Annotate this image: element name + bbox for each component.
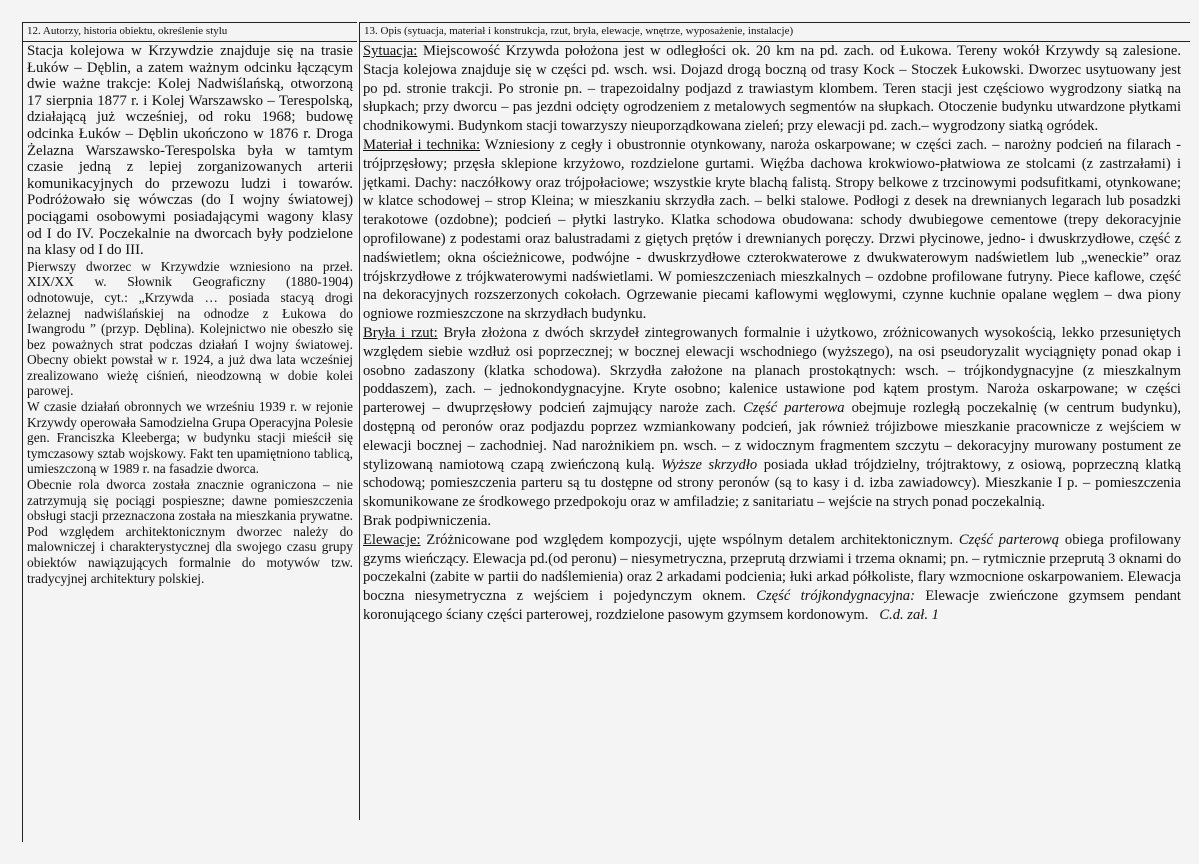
header-right: 13. Opis (sytuacja, materiał i konstrukcja, rzut, bryła, elewacje, wnętrze, wyposażenie, instalacje): [359, 22, 1190, 42]
bryla-label: Bryła i rzut:: [363, 324, 438, 341]
material-paragraph: [363, 136, 1181, 324]
history-paragraph-3: Obecnie rola dworca została znacznie ograniczona – nie zatrzymują się pociągi pospieszne; dawne pomieszczenia obsługi stacji przeznaczona została na mieszkania prywatne. Pod względem architektonicznym dworzec należy do malowniczej i charakterystycznej dla swojego czasu grupy obiektów nawiązujących formalnie do motywów tzw. tradycyjnej architektury polskiej.: [27, 477, 353, 586]
bryla-text-1: Bryła złożona z dwóch skrzydeł zintegrowanych formalnie i użytkowo, zróżnicowanych wysokością, lekko przesuniętych względem siebie wzdłuż osi poprzecznej; w bocznej elewacji wschodniego (wyższego), na osi pseudoryzalit wyciągnięty ponad okap i osobno zadaszony (klatka schodowa). Skrzydła założone na planach prostokątnych: wsch. – trójkondygnacyjne (z mieszkalnym poddaszem), zach. – jednokondygnacyjne. Kryte osobno; kalenice ustawione pod kątem prostym. Naroża oskarpowane; w części parterowej – dwuprzęsłowy podcień zajmujący naroże zach.: [363, 324, 1181, 417]
bryla-italic-1: Część parterowa: [743, 400, 845, 417]
document-sheet: [22, 22, 1193, 842]
sytuacja-label: Sytuacja:: [363, 43, 418, 59]
sytuacja-paragraph: [363, 42, 1181, 136]
continuation-note: C.d. zał. 1: [879, 606, 939, 623]
header-left: 12. Autorzy, historia obiektu, określenie stylu: [23, 22, 357, 42]
bryla-text-2: obejmuje rozległą poczekalnię (w centrum budynku), dostępną od peronów oraz podjazdu poprzez wzmiankowany podcień, jak również trójizbowe mieszkanie pracownicze z wejściem w elewacji bocznej – zachodniej. Nad narożnikiem pn. wsch. – z widocznym fragmentem szczytu – dekoracyjny murowany postument ze stylizowaną namiotową czapą zwieńczoną kulą.: [363, 400, 1181, 473]
history-paragraph-2: W czasie działań obronnych we wrześniu 1939 r. w rejonie Krzywdy operowała Samodzielna Grupa Operacyjna Polesie gen. Franciszka Kleeberga; w budynku stacji mieścił się tymczasowy sztab wojskowy. Fakt ten upamiętniono tablicą, umieszczoną w 1989 r. na fasadzie dworca.: [27, 399, 353, 477]
elewacje-paragraph: [363, 531, 1181, 625]
brak-paragraph: Brak podpiwniczenia.: [363, 512, 492, 529]
history-paragraph-1c: Pierwszy dworzec w Krzywdzie wzniesiono na przeł. XIX/XX w. Słownik Geograficzny (1880-1904) odnotowuje, cyt.: „Krzywda … posiada stacyą drogi żelaznej nadwiślańskiej na odnodze z Łukowa do Iwangrodu ” (przyp. Dęblina). Kolejnictwo nie obeszło się bez poważnych strat podczas działań I wojny światowej. Obecny obiekt powstał w r. 1924, a już dwa lata wcześniej zrealizowano wieżę ciśnień, nieodzowną w dobie kolei parowej.: [27, 258, 353, 399]
elewacje-text-3: Elewacje zwieńczone gzymsem pendant koronującego ściany części parterowej, rozdzielone pasowym gzymsem kordonowym.: [363, 588, 1181, 623]
description-column: [363, 42, 1181, 625]
column-divider: [359, 40, 360, 820]
material-text: Wzniesiony z cegły i obustronnie otynkowany, naroża oskarpowane; w części zach. – narożny podcień na filarach - trójprzęsłowy; przęsła sklepione krzyżowo, rozdzielone gurtami. Więźba dachowa krokwiowo-płatwiowa ze stolcami (z zastrzałami) i jętkami. Dachy: naczółkowy oraz trójpołaciowe; wszystkie kryte blachą falistą. Stropy belkowe z trzcinowymi podsufitkami, otynkowane; w klatce schodowej – strop Kleina; w mieszkaniu skrzydła zach. – belki stalowe. Podłogi z desek na drewnianych legarach lub posadzki terakotowe (ozdobne); podcień – płytki lastryko. Klatka schodowa obudowana: schody dwubiegowe cementowe (trepy dekoracyjnie oprofilowane) z podestami oraz balustradami z giętych prętów i drewnianych poręczy. Drzwi płycinowe, jedno- i dwuskrzydłowe, część z nadświetlem; okna ościeżnicowe, podwójne - dwuskrzydłowe czterokwaterowe z dwukwaterowym nadświetlem lub „weneckie” oraz trójskrzydłowe z trójkwaterowymi nadświetlami. W pomieszczeniach mieszkalnych – ozdobne profilowane futryny. Piece kaflowe, część na dekoracyjnych rozszerzonych cokołach. Ogrzewanie piecami kaflowymi węglowymi, czynne kuchnie opalane węglem – dwa piony ogniowe rozmieszczone na skrzydłach budynku.: [363, 136, 1181, 323]
sytuacja-text: Miejscowość Krzywda położona jest w odległości ok. 20 km na pd. zach. od Łukowa. Tereny wokół Krzywdy są zalesione. Stacja kolejowa znajduje się w części pd. wsch. wsi. Dojazd drogą boczną od trasy Kock – Stoczek Łukowski. Dworzec usytuowany jest po pd. stronie trakcji. Po stronie pn. – trapezoidalny podjazd z trawiastym klombem. Teren stacji jest częściowo wygrodzony siatką na słupkach; przy dworcu – pas jezdni odcięty ogrodzeniem z metalowych segmentów na słupkach. Otoczenie budynku utwardzone płytkami chodnikowymi. Budynkom stacji towarzyszy nieuporządkowana zieleń; przy elewacji pd. zach.– wygrodzony siatką ogródek.: [363, 43, 1181, 135]
elewacje-italic-1: Część parterową: [958, 531, 1060, 548]
elewacje-italic-2: Część trójkondygnacyjna:: [756, 588, 915, 605]
elewacje-text-2: obiega profilowany gzyms wieńczący. Elewacja pd.(od peronu) – niesymetryczna, przeprutą drzwiami i trzema oknami; pn. – rytmicznie przeprutą 3 oknami do poczekalni (zabite w partii do nadślemienia) oraz 2 arkadami podcienia; łuki arkad półkoliste, flary wzmocnione oskarpowaniem. Elewacja boczna niesymetryczna z wejściem i pojedynczym oknem.: [363, 531, 1181, 605]
bryla-italic-2: Wyższe skrzydło: [661, 456, 758, 473]
bryla-text-3: posiada układ trójdzielny, trójtraktowy, z osiową, poprzeczną klatką schodową; pomieszczenia parteru są tu dostępne od strony peronów (są to kasy i d. izba zawiadowcy). Mieszkanie I p. – pomieszczenia skomunikowane ze środkowego przedpokoju oraz w amfiladzie; z sanitariatu – wejście na strych ponad poczekalnią.: [363, 456, 1181, 511]
material-label: Materiał i technika:: [363, 136, 481, 153]
history-column: [27, 43, 353, 586]
bryla-paragraph: [363, 324, 1181, 512]
history-paragraph-1: [27, 43, 353, 259]
history-text-1a: Stacja kolejowa w Krzywdzie znajduje się na trasie Łuków – Dęblin, a zatem ważnym odcinku łączącym dwie ważne trakcje: Kolej Nadwiślańską, otworzoną 17 sierpnia 1877 r. i Kolej Warszawsko – Terespolską, działającą już wcześniej, od roku 1968; budowę odcinka Łuków – Dęblin ukończono w 1876 r.: [27, 43, 353, 142]
elewacje-label: Elewacje:: [363, 531, 421, 548]
elewacje-text-1: Zróżnicowane pod względem kompozycji, ujęte wspólnym detalem architektonicznym.: [420, 531, 959, 548]
history-text-1b: Droga Żelazna Warszawsko-Terespolska była w tamtym czasie jedną z lepiej zorganizowanych arterii komunikacyjnych do przewozu ludzi i towarów. Podróżowało się wówczas (do I wojny światowej) pociągami osobowymi posiadającymi wagony klasy od I do IV. Poczekalnie na dworcach były podzielone na klasy od I do III.: [27, 125, 353, 259]
